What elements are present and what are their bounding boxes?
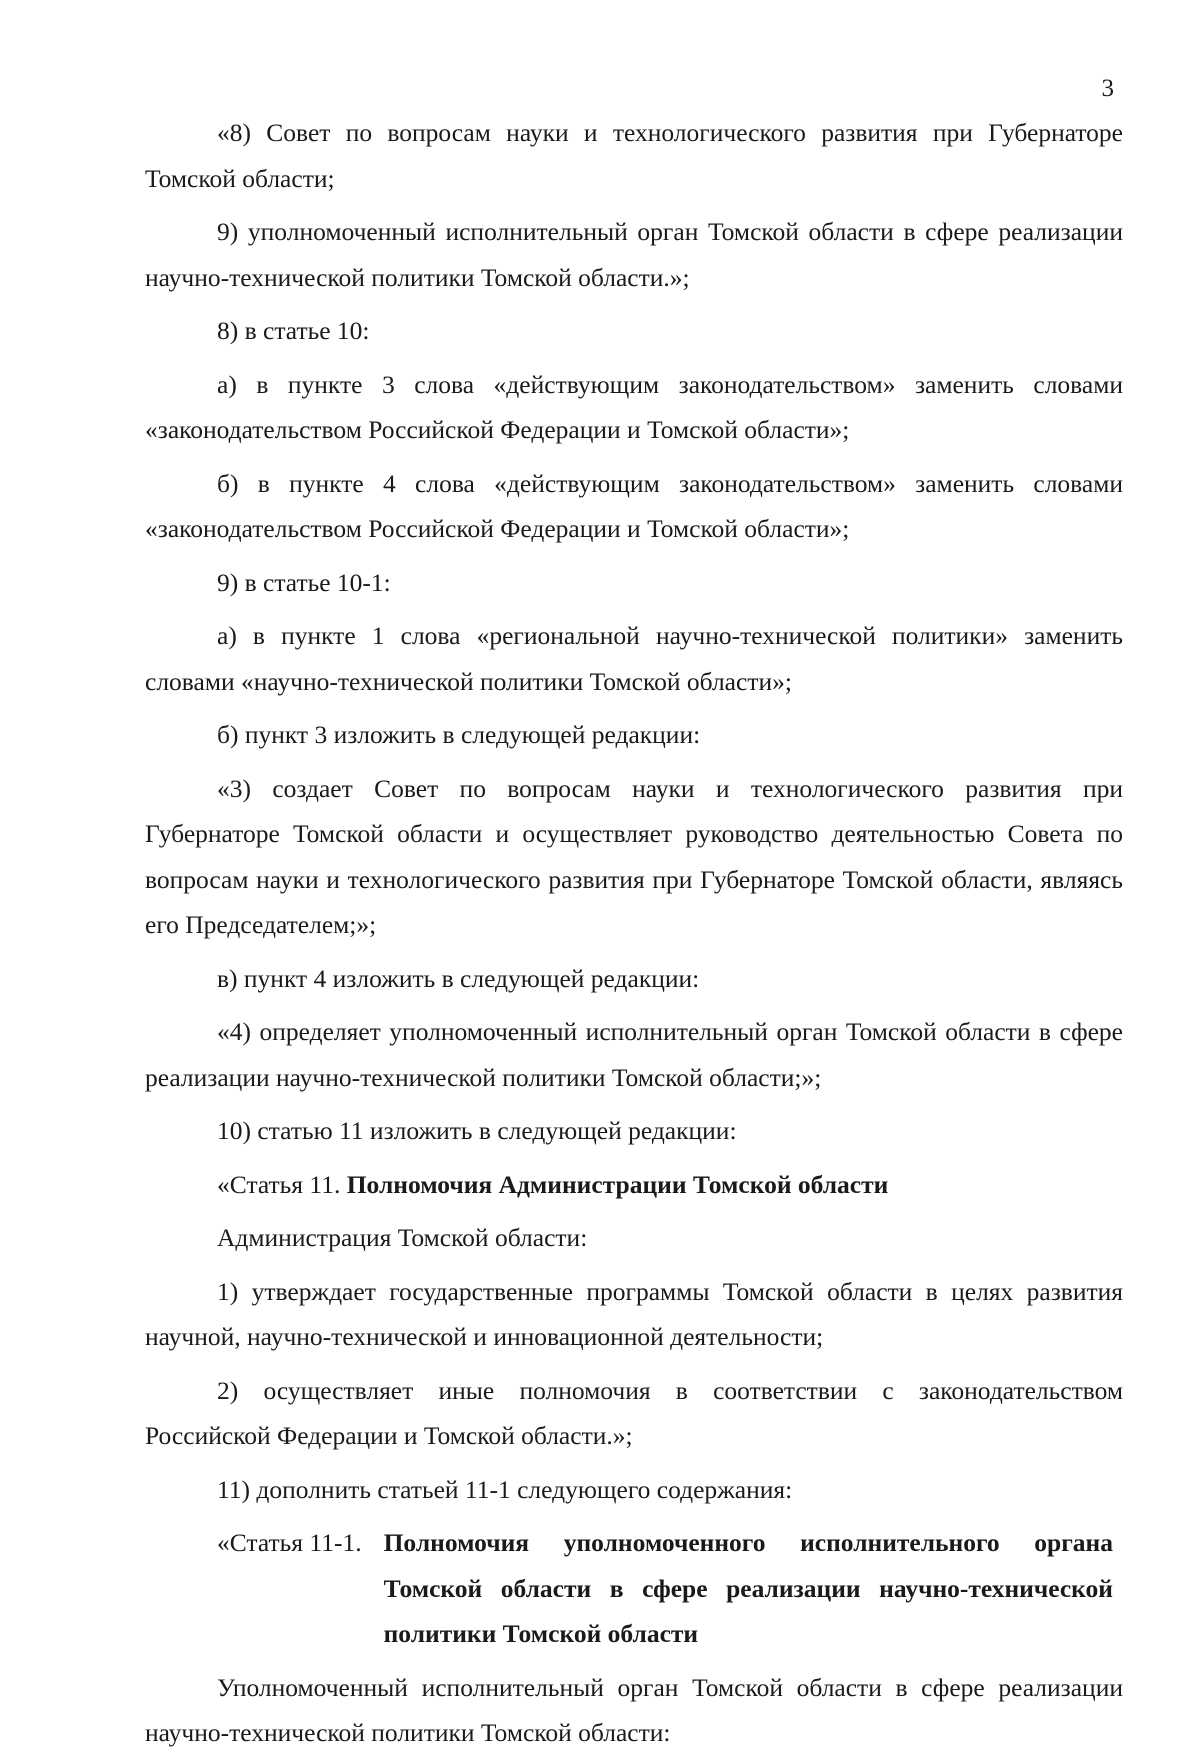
paragraph: Администрация Томской области: — [217, 1223, 588, 1252]
paragraph: 9) уполномоченный исполнительный орган Томской области в сфере реализации научно-технической политики Томской области.»; — [145, 217, 1123, 292]
paragraph: 2) осуществляет иные полномочия в соответствии с законодательством Российской Федерации и Томской области.»; — [145, 1375, 1123, 1450]
paragraph: в) пункт 4 изложить в следующей редакции: — [217, 963, 700, 993]
article-11-title: Полномочия Администрации Томской области — [346, 1169, 889, 1199]
paragraph: б) пункт 3 изложить в следующей редакции: — [217, 720, 701, 749]
paragraph: 1) утверждает государственные программы Томской области в целях развития научной, научно-технической и инновационной деятельности; — [145, 1276, 1123, 1351]
page-number: 3 — [1101, 75, 1114, 102]
article-11-1-heading — [217, 1520, 1123, 1657]
paragraph: «4) определяет уполномоченный исполнительный орган Томской области в сфере реализации научно-технической политики Томской области;»; — [145, 1017, 1123, 1092]
paragraph: 9) в статье 10-1: — [217, 567, 391, 597]
paragraph: 11) дополнить статьей 11-1 следующего содержания: — [217, 1474, 793, 1504]
paragraph: а) в пункте 1 слова «региональной научно-технической политики» заменить словами «научно-технической политики Томской области»; — [145, 621, 1123, 696]
paragraph: 8) в статье 10: — [217, 316, 370, 345]
article-11-prefix: «Статья 11. — [217, 1169, 347, 1199]
article-11-heading — [145, 1162, 1123, 1208]
paragraph: а) в пункте 3 слова «действующим законодательством» заменить словами «законодательством Российской Федерации и Томской области»; — [145, 369, 1123, 444]
paragraph: «8) Совет по вопросам науки и технологического развития при Губернаторе Томской области; — [145, 118, 1123, 193]
paragraph: Уполномоченный исполнительный орган Томской области в сфере реализации научно-технической политики Томской области: — [145, 1672, 1123, 1747]
article-11-1-prefix: «Статья 11-1. — [217, 1528, 362, 1557]
paragraph: б) в пункте 4 слова «действующим законодательством» заменить словами «законодательством Российской Федерации и Томской области»; — [145, 468, 1123, 543]
paragraph: «3) создает Совет по вопросам науки и технологического развития при Губернаторе Томской области и осуществляет руководство деятельностью Совета по вопросам науки и технологического развития при Губернаторе Томской области, являясь его Председателем;»; — [145, 773, 1123, 939]
article-11-1-title: Полномочия уполномоченного исполнительного органа Томской области в сфере реализации научно-технической политики Томской области — [383, 1528, 1113, 1648]
document-body — [145, 110, 1123, 1756]
paragraph: 10) статью 11 изложить в следующей редакции: — [217, 1116, 737, 1145]
